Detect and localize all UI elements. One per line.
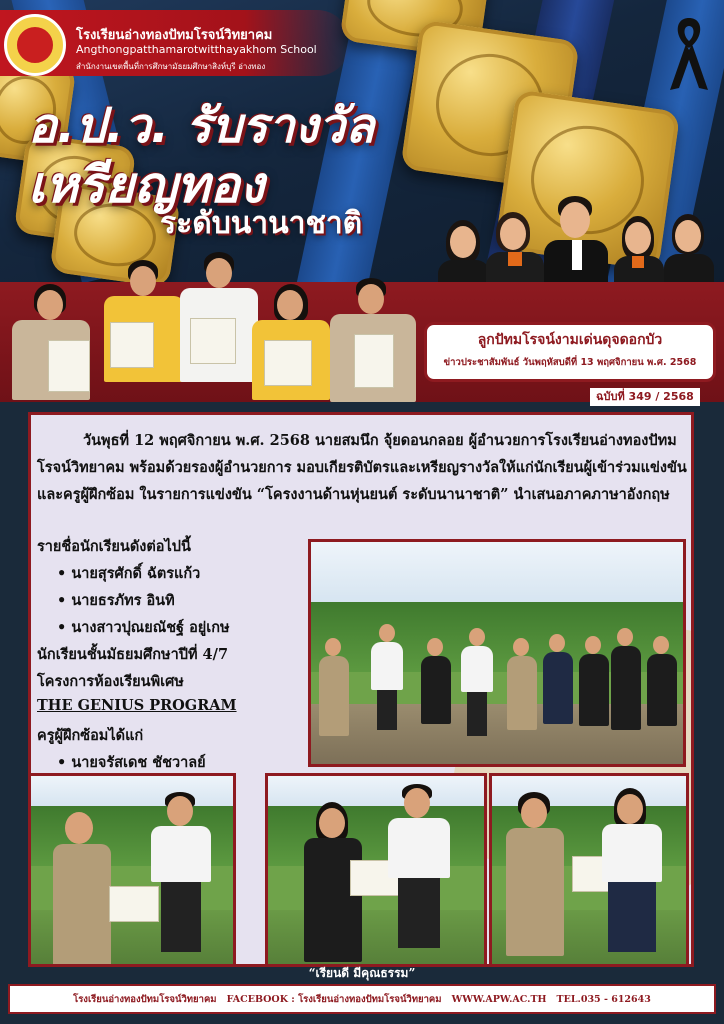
school-motto: “เรียนดี มีคุณธรรม” <box>308 966 416 980</box>
school-badge <box>0 10 350 76</box>
coaches-heading: ครูผู้ฝึกซ้อมได้แก่ <box>37 727 144 744</box>
program-line: โครงการห้องเรียนพิเศษ <box>37 673 184 690</box>
students-heading: รายชื่อนักเรียนดังต่อไปนี้ <box>37 538 191 555</box>
headline-line-3: ระดับนานาชาติ <box>160 206 363 241</box>
news-date-line: ข่าวประชาสัมพันธ์ วันพฤหัสบดีที่ 13 พฤศจิกายน พ.ศ. 2568 <box>443 357 697 368</box>
grade-line: นักเรียนชั้นมัธยมศึกษาปีที่ 4/7 <box>37 646 229 663</box>
slogan-box <box>424 322 716 382</box>
footer-bar <box>8 984 716 1014</box>
headline-line-2: เหรียญทอง <box>28 156 265 214</box>
student-name: • นายธรภัทร อินทิ <box>57 592 175 609</box>
footer-website[interactable]: WWW.APW.AC.TH <box>451 993 547 1005</box>
footer-school-name: โรงเรียนอ่างทองปัทมโรจน์วิทยาคม <box>73 993 217 1005</box>
group-photo <box>308 539 686 767</box>
school-logo-icon <box>4 14 66 76</box>
footer-phone: TEL.035 - 612643 <box>556 993 651 1005</box>
article-intro: วันพุธที่ 12 พฤศจิกายน พ.ศ. 2568 นายสมนึก จุ้ยดอนกลอย ผู้อำนวยการโรงเรียนอ่างทองปัทมโรจน์วิทยาคม พร้อมด้วยรองผู้อำนวยการ มอบเกียรติบัตรและเหรียญรางวัลให้แก่นักเรียนผู้เข้าร่วมแข่งขันและครูผู้ฝึกซ้อม ในรายการแข่งขัน “โครงงานด้านหุ่นยนต์ ระดับนานาชาติ” นำเสนอภาคภาษาอังกฤษ <box>37 432 687 503</box>
black-mourning-ribbon-icon <box>664 14 714 94</box>
school-area-office: สำนักงานเขตพื้นที่การศึกษามัธยมศึกษาสิงห์บุรี อ่างทอง <box>76 62 266 71</box>
program-name: THE GENIUS PROGRAM <box>37 697 237 714</box>
award-photo-2 <box>265 773 487 967</box>
coach-name: • นายจรัสเดช ชัชวาลย์ <box>57 754 206 771</box>
hero-banner <box>0 0 724 290</box>
footer-facebook[interactable]: FACEBOOK : โรงเรียนอ่างทองปัทมโรจน์วิทยาคม <box>226 993 442 1005</box>
award-photo-3 <box>489 773 689 967</box>
student-name: • นายสุรศักดิ์ ฉัตรแก้ว <box>57 565 201 582</box>
school-name-english: Angthongpatthamarotwitthayakhom School <box>76 43 317 56</box>
school-name-thai: โรงเรียนอ่างทองปัทมโรจน์วิทยาคม <box>76 28 273 43</box>
slogan-title: ลูกปัทมโรจน์งามเด่นดุจดอกบัว <box>477 332 663 348</box>
student-name: • นางสาวปุณยณัชฐ์ อยู่เกษ <box>57 619 230 636</box>
article-panel <box>28 412 694 967</box>
issue-number: ฉบับที่ 349 / 2568 <box>590 388 700 406</box>
headline-line-1: อ.ป.ว. รับรางวัล <box>28 98 375 154</box>
award-photo-1 <box>28 773 236 967</box>
